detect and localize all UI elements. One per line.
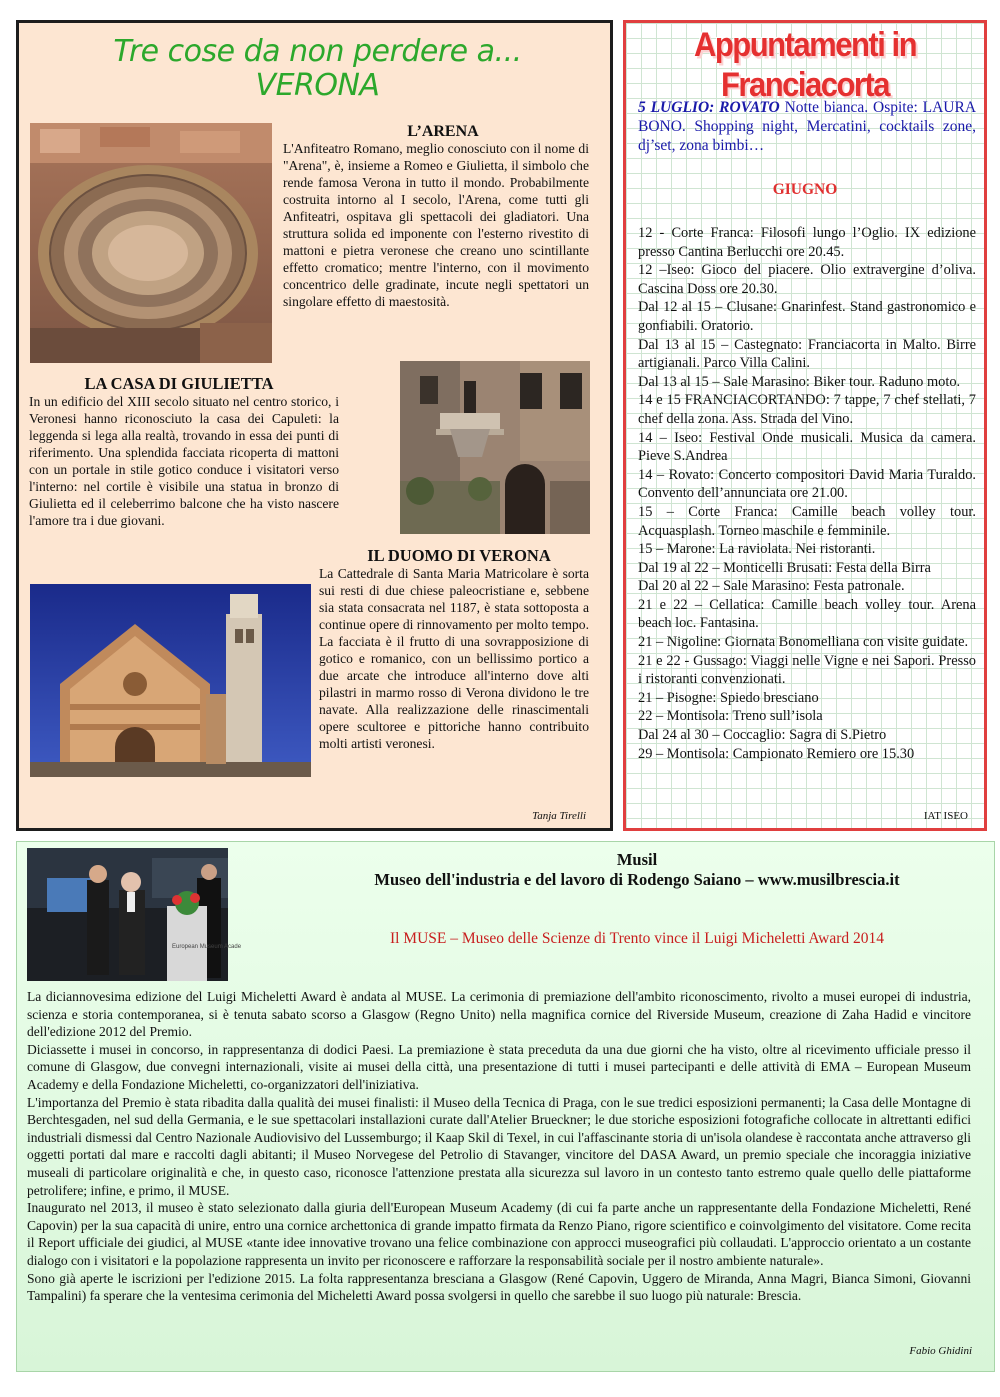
giulietta-text: In un edificio del XIII secolo situato nel centro storico, i Veronesi hanno riconosciuto la casa dei Capuleti: la leggenda si lega alla realtà, trovando in essa dei punti di riferimento. Una splendida facciata ricoperta di mattoni con un portale in stile gotico conduce i visitatori verso l'interno: nel cortile è visibile una statua in bronzo di Giulietta ed il celeberrimo balcone che ha visto nascere l'amore tra i due giovani. bbox=[29, 394, 339, 528]
musil-headline: Il MUSE – Museo delle Scienze di Trento vince il Luigi Micheletti Award 2014 bbox=[389, 930, 885, 947]
article-paragraph: Inaugurato nel 2013, il museo è stato selezionato dalla giuria dell'European Museum Academy (di cui fa parte anche un rappresentante della Fondazione Micheletti, René Capovin) per la sua capacità di unire, entro una cornice archettonica di grande impatto firmata da Renzo Piano, rigore scientifico e coinvolgimento del visitatore. Come recita il Report ufficiale dei giudici, al MUSE «tante idee innovative trovano una felice combinazione con approcci museografici più collaudati. L'approccio orientato a un costante dialogo con i visitatori e la popolazione rappresenta un invito per riconoscere e rafforzare la responsabilità sociale per il nostro ambiente naturale». bbox=[27, 1200, 971, 1268]
list-item: 21 e 22 - Gussago: Viaggi nelle Vigne e nei Sapori. Presso i ristoranti convenzionati. bbox=[638, 652, 976, 688]
article-paragraph: La diciannovesima edizione del Luigi Micheletti Award è andata al MUSE. La cerimonia di premiazione dell'ambito riconoscimento, rivolto a musei europei di industria, scienza e storia contemporanea, si è tenuta sabato scorso a Glasgow (Regno Unito) nella magnifica cornice del Riverside Museum, creazione di Zaha Hadid e vincitore dell'edizione 2012 del Premio. bbox=[27, 989, 971, 1040]
franciacorta-panel bbox=[623, 20, 987, 831]
list-item: 14 – Iseo: Festival Onde musicali. Musica da camera. Pieve S.Andrea bbox=[638, 429, 976, 465]
arena-photo bbox=[30, 123, 272, 363]
musil-author: Fabio Ghidini bbox=[909, 1345, 972, 1357]
duomo-heading: IL DUOMO DI VERONA bbox=[367, 546, 551, 565]
list-item: 12 - Corte Franca: Filosofi lungo l’Oglio. IX edizione presso Cantina Berlucchi ore 20.45. bbox=[638, 225, 976, 260]
list-item: 15 – Corte Franca: Camille beach volley tour. Acquasplash. Torneo maschile e femminile. bbox=[638, 503, 976, 539]
musil-subtitle: Museo dell'industria e del lavoro di Rodengo Saiano – www.musilbrescia.it bbox=[374, 870, 900, 889]
franciacorta-intro-highlight: 5 LUGLIO: ROVATO bbox=[638, 99, 780, 116]
list-item: 15 – Marone: La raviolata. Nei ristoranti. bbox=[638, 541, 876, 558]
franciacorta-event-list bbox=[638, 224, 976, 763]
musil-title: Musil bbox=[616, 850, 658, 869]
giulietta-photo bbox=[400, 361, 590, 534]
list-item: 21 e 22 – Cellatica: Camille beach volley tour. Arena beach loc. Fantasina. bbox=[638, 596, 976, 632]
article-paragraph: Sono già aperte le iscrizioni per l'edizione 2015. La folta rappresentanza bresciana a Glasgow (René Capovin, Uggero de Miranda, Anna Magri, Bianca Simoni, Giovanni Tampalini) fa sperare che la ventesima cerimonia del Micheletti Award possa svolgersi in quello che sarebbe il suo luogo più naturale: Brescia. bbox=[27, 1270, 971, 1304]
list-item: 12 –Iseo: Gioco del piacere. Olio extravergine d’oliva. Cascina Doss ore 20.30. bbox=[638, 262, 976, 297]
list-item: 22 – Montisola: Treno sull’isola bbox=[638, 708, 823, 725]
arena-heading: L’ARENA bbox=[407, 123, 479, 140]
musil-panel bbox=[16, 841, 995, 1372]
franciacorta-source: IAT ISEO bbox=[923, 810, 968, 822]
list-item: Dal 13 al 15 – Sale Marasino: Biker tour. Raduno moto. bbox=[638, 373, 961, 390]
musil-article-body bbox=[27, 988, 971, 1305]
article-paragraph: Diciassette i musei in concorso, in rappresentanza di dodici Paesi. La premiazione è stata preceduta da una due giorni che ha visto, oltre al ricevimento ufficiale presso il comune di Glasgow, due convegni internazionali, visite ai musei della città, una presentazione di tutti i musei partecipanti e delle attività di EMA – European Museum Academy e della Fondazione Micheletti, co-organizzatori dell'iniziativa. bbox=[27, 1041, 971, 1092]
list-item: 14 – Rovato: Concerto compositori David Maria Turaldo. Convento dell’annunciata ore 21.00. bbox=[638, 466, 976, 502]
list-item: Dal 24 al 30 – Coccaglio: Sagra di S.Pietro bbox=[638, 727, 887, 744]
article-paragraph: L'importanza del Premio è stata ribadita dalla qualità dei musei finalisti: il Museo della Tecnica di Praga, con le sue tredici esposizioni permanenti; la Casa delle Montagne di Berchtesgaden, nel sud della Germania, e le sue spettacolari installazioni curate dall'Atelier Brueckner; le due storiche esposizioni fotografiche collocate in altrettanti edifici industriali dismessi dal Centro Nazionale Audiovisivo del Lussemburgo; il Kaap Skil di Texel, in cui l'affascinante storia di un'isola olandese è raccontata anche attraverso gli oggetti portati dal mare e raccolti dagli abitanti; il Museo Norvegese del Petrolio di Stavanger, vincitore del DASA Award, un premio speciale che incoraggia iniziative museali di particolare originalità e che, in questo caso, riconosce l'attenzione prestata alla sicurezza sul lavoro in un contesto tanto estremo quale quello delle piattaforme petrolifere; infine, e primo, il MUSE. bbox=[27, 1094, 971, 1198]
arena-text: L'Anfiteatro Romano, meglio conosciuto con il nome di "Arena", è, insieme a Romeo e Giulietta, il simbolo che rende famosa Verona in tutto il mondo. Probabilmente costruita intorno al I secolo, l'Arena, come tutti gli Anfiteatri, ospitava gli spettacoli dei gladiatori. Una struttura solida ed imponente con l'esterno rivestito di mattoni e pietra veronese che creano uno scintillante effetto cromatico; mentre l'interno, con il movimento concentrico delle gradinate, incute negli spettatori un singolare effetto di maestosità. bbox=[283, 141, 589, 309]
list-item: Dal 20 al 22 – Sale Marasino: Festa patronale. bbox=[638, 578, 905, 595]
verona-title-line2: VERONA bbox=[255, 68, 380, 103]
franciacorta-title: Appuntamenti in Franciacorta bbox=[693, 25, 917, 104]
list-item: 29 – Montisola: Campionato Remiero ore 15.30 bbox=[638, 745, 915, 762]
list-item: 14 e 15 FRANCIACORTANDO: 7 tappe, 7 chef stellati, 7 chef della zona. Ass. Strada del Vino. bbox=[638, 392, 976, 427]
verona-panel bbox=[16, 20, 613, 831]
giulietta-heading: LA CASA DI GIULIETTA bbox=[84, 374, 274, 393]
franciacorta-intro-text: Notte bianca. Ospite: LAURA BONO. Shopping night, Mercatini, cocktails zone, dj’set, zona bimbi… bbox=[638, 99, 977, 154]
franciacorta-intro bbox=[638, 98, 976, 155]
list-item: Dal 19 al 22 – Monticelli Brusati: Festa della Birra bbox=[638, 559, 931, 576]
duomo-text: La Cattedrale di Santa Maria Matricolare è sorta sui resti di due chiese paleocristiane e, sebbene sia stata consacrata nel 1187, è stata sottoposta a continue opere di rinnovamento per molto tempo. La facciata è il frutto di una sovrapposizione di gotico e romanico, con un bellissimo portico a due arcate che introduce all'interno dove alti pilastri in marmo rosso di Verona dividono le tre navate. Alla realizzazione delle rinascimentali opere scultoree e pittoriche hanno contribuito molti artisti veronesi. bbox=[319, 566, 589, 751]
verona-title bbox=[19, 35, 616, 103]
award-photo bbox=[27, 848, 242, 981]
verona-title-line1: Tre cose da non perdere a... bbox=[113, 34, 522, 69]
list-item: Dal 12 al 15 – Clusane: Gnarinfest. Stand gastronomico e gonfiabili. Oratorio. bbox=[638, 299, 976, 334]
list-item: Dal 13 al 15 – Castegnato: Franciacorta in Malto. Birre artigianali. Parco Villa Calini. bbox=[638, 336, 976, 372]
verona-author: Tanja Tirelli bbox=[532, 810, 586, 822]
list-item: 21 – Pisogne: Spiedo bresciano bbox=[638, 689, 819, 706]
duomo-photo bbox=[30, 584, 311, 777]
award-photo-sign: European Museum Acade bbox=[172, 944, 242, 950]
franciacorta-month: GIUGNO bbox=[772, 181, 838, 198]
list-item: 21 – Nigoline: Giornata Bonomelliana con visite guidate. bbox=[638, 634, 969, 651]
